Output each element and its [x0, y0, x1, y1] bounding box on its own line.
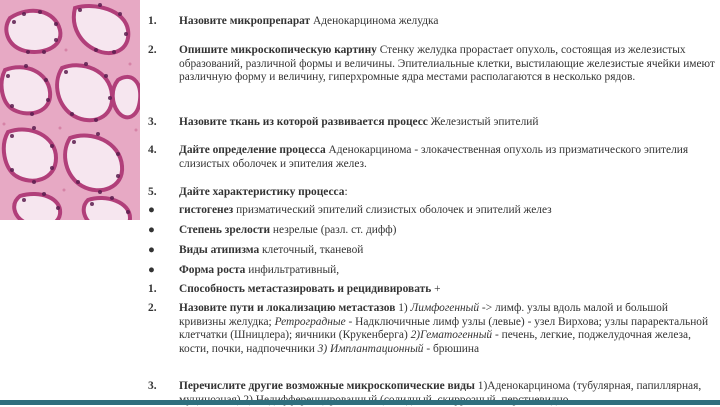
list-item — [148, 264, 716, 278]
item-text: 1)Аденокарцинома (тубулярная, папиллярная, — [477, 380, 702, 392]
list-item — [148, 15, 716, 29]
item-text: : — [344, 186, 348, 198]
list-item — [148, 302, 716, 356]
item-text: - печень, легкие, поджелудочная железа, кости, почки, надпочечники — [179, 329, 691, 355]
item-text: Стенку желудка прорастает опухоль, состоящая из железистых образований, различной формы и величины. Эпителиальные клетки, выстилающие железистые ячейки имеют различную форму и величину, гиперхромные ядра местами располагаются в несколько рядов. — [179, 44, 715, 83]
bullet-icon: ● — [148, 204, 155, 216]
item-label: Назовите пути и локализацию метастазов — [179, 302, 396, 314]
item-text: -> лимф. узлы вдоль малой и большой кривизны желудка; — [179, 302, 668, 328]
item-label: Назовите ткань из которой развивается процесс — [179, 116, 428, 128]
item-marker: 4. — [148, 144, 157, 156]
bullet-icon: ● — [148, 244, 155, 256]
item-text: 1) — [395, 302, 411, 314]
item-label: Опишите микроскопическую картину — [179, 44, 377, 56]
item-text: Аденокарцинома - злокачественная опухоль из призматического эпителия слизистых оболочек и эпителия желез. — [179, 144, 689, 170]
item-marker: 3. — [148, 116, 157, 128]
item-text: призматический эпителий слизистых оболочек и эпителий желез — [233, 204, 552, 216]
item-text: Железистый эпителий — [427, 116, 539, 128]
item-label: Дайте определение процесса — [179, 144, 326, 156]
list-item — [148, 144, 716, 171]
list-item — [148, 204, 716, 218]
metastasis-route: Лимфогенный — [410, 302, 480, 314]
slide-bottom-bar — [0, 400, 720, 405]
item-marker: 5. — [148, 186, 157, 198]
item-label: Степень зрелости — [179, 224, 271, 236]
bullet-icon: ● — [148, 264, 155, 276]
item-marker: 1. — [148, 283, 157, 295]
item-text: - Надключичные лимф узлы (левые) - узел Вирхова; узлы параректальной клетчатки (Шницлера); яичники (Крукенберга) — [179, 315, 709, 341]
item-label: Виды атипизма — [179, 244, 260, 256]
list-item — [148, 44, 716, 85]
item-label: гистогенез — [179, 204, 234, 216]
list-item — [148, 116, 716, 130]
item-marker: 2. — [148, 302, 157, 314]
list-item — [148, 283, 716, 297]
item-marker: 2. — [148, 44, 157, 56]
item-label: Способность метастазировать и рецидивировать — [179, 283, 432, 295]
item-marker: 3. — [148, 380, 157, 392]
metastasis-route: 3) Имплантационный — [317, 342, 424, 355]
item-text: + — [431, 283, 441, 295]
list-item — [148, 224, 716, 238]
item-text: клеточный, тканевой — [259, 244, 364, 256]
bullet-icon: ● — [148, 224, 155, 236]
item-label: Перечислите другие возможные микроскопические виды — [179, 380, 475, 392]
metastasis-route: 2)Гематогенный — [410, 329, 493, 341]
item-text: - брюшина — [423, 342, 480, 355]
item-text: инфильтративный, — [245, 264, 340, 276]
list-item — [148, 186, 716, 200]
item-marker: 1. — [148, 15, 157, 27]
item-label: Дайте характеристику процесса — [179, 186, 345, 198]
list-item — [148, 244, 716, 258]
item-label: Назовите микропрепарат — [179, 15, 311, 27]
item-text: незрелые (разл. ст. дифф) — [270, 224, 397, 236]
metastasis-route: Ретроградные — [274, 315, 346, 328]
item-label: Форма роста — [179, 264, 246, 276]
item-text: Аденокарцинома желудка — [310, 15, 439, 27]
